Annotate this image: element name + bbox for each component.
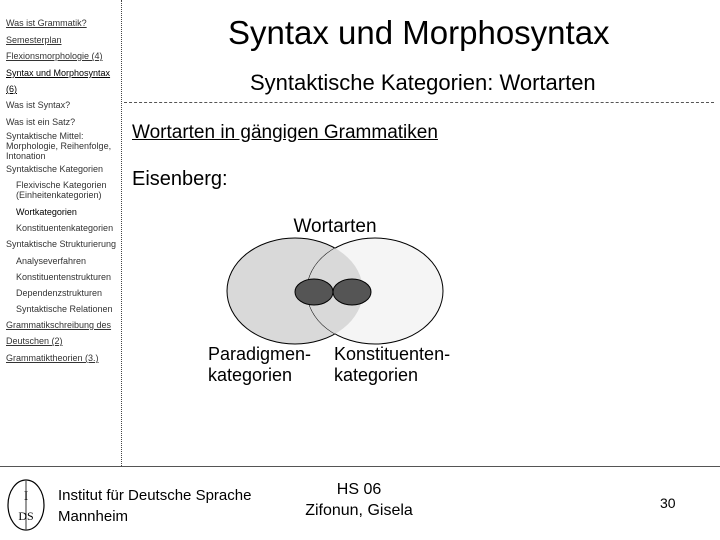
nav-item-syntaktische-kategorien[interactable]: Syntaktische Kategorien bbox=[6, 164, 104, 174]
nav-item-analyseverfahren[interactable]: Analyseverfahren bbox=[16, 256, 87, 266]
diagram-title: Wortarten bbox=[293, 216, 377, 237]
ids-logo bbox=[6, 478, 46, 532]
page-number: 30 bbox=[660, 495, 676, 511]
nav-item-wortkategorien[interactable]: Wortkategorien bbox=[16, 207, 77, 217]
logo-top-text: I bbox=[23, 488, 29, 503]
nav-item-was-ist-grammatik[interactable]: Was ist Grammatik? bbox=[6, 18, 87, 28]
institute-name bbox=[58, 485, 251, 527]
right-label-line2: kategorien bbox=[334, 365, 419, 385]
slide-title: Syntax und Morphosyntax bbox=[228, 14, 610, 51]
nav-item-grammatiktheorien[interactable]: Grammatiktheorien (3.) bbox=[6, 353, 99, 363]
nav-item-syntaktische-strukturierung[interactable]: Syntaktische Strukturierung bbox=[6, 239, 117, 249]
slide-heading: Wortarten in gängigen Grammatiken bbox=[132, 122, 438, 143]
course-author: Zifonun, Gisela bbox=[305, 502, 413, 519]
nav-item-syntax-und-morphosyntax[interactable]: Syntax und Morphosyntax bbox=[6, 68, 111, 78]
institute-line1: Institut für Deutsche Sprache bbox=[58, 487, 252, 504]
left-label-line2: kategorien bbox=[208, 365, 293, 385]
institute-line2: Mannheim bbox=[58, 508, 129, 525]
overlap-dot-left bbox=[295, 279, 333, 305]
nav-item-flexionsmorphologie[interactable]: Flexionsmorphologie (4) bbox=[6, 51, 103, 61]
nav-item-semesterplan[interactable]: Semesterplan bbox=[6, 35, 62, 45]
slide-author: Eisenberg: bbox=[132, 168, 228, 190]
nav-item-dependenzstrukturen[interactable]: Dependenzstrukturen bbox=[16, 288, 103, 298]
nav-item-konstituentenstrukturen[interactable]: Konstituentenstrukturen bbox=[16, 272, 112, 282]
course-code: HS 06 bbox=[336, 481, 382, 498]
logo-bottom-text: DS bbox=[18, 509, 34, 523]
nav-item-was-ist-syntax[interactable]: Was ist Syntax? bbox=[6, 100, 71, 110]
nav-item-konstituentenkategorien[interactable]: Konstituentenkategorien bbox=[16, 223, 114, 233]
nav-item-grammatikschreibung[interactable]: Grammatikschreibung des bbox=[6, 320, 112, 330]
nav-item-was-ist-ein-satz[interactable]: Was ist ein Satz? bbox=[6, 117, 76, 127]
overlap-dot-right bbox=[333, 279, 371, 305]
nav-item-flexivische-kategorien[interactable]: Flexivische Kategorien (Einheitenkategorien) bbox=[16, 180, 107, 200]
left-label-line1: Paradigmen- bbox=[208, 344, 312, 364]
nav-item-syntax-count[interactable]: (6) bbox=[6, 84, 17, 94]
nav-item-deutschen[interactable]: Deutschen (2) bbox=[6, 336, 63, 346]
slide-subtitle: Syntaktische Kategorien: Wortarten bbox=[250, 70, 596, 95]
nav-item-syntaktische-mittel[interactable]: Syntaktische Mittel: Morphologie, Reihenfolge, Intonation bbox=[6, 131, 112, 161]
right-label-line1: Konstituenten- bbox=[334, 344, 451, 364]
course-info bbox=[300, 479, 418, 521]
nav-item-syntaktische-relationen[interactable]: Syntaktische Relationen bbox=[16, 304, 113, 314]
